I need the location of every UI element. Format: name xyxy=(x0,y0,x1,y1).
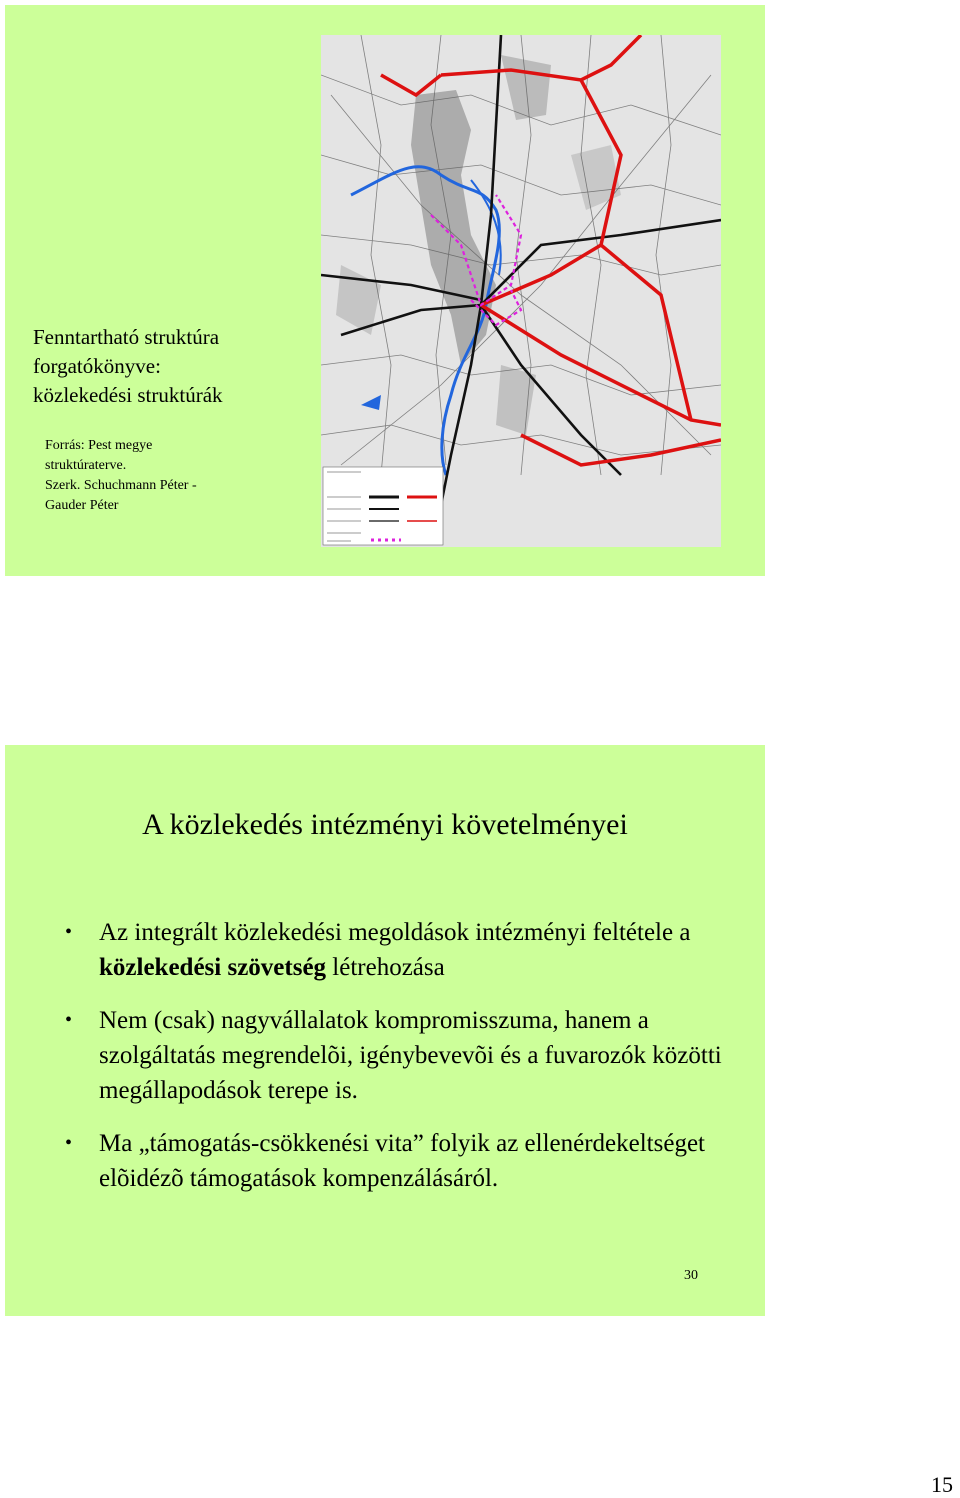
source-line: Forrás: Pest megye xyxy=(45,438,153,453)
bullet-text: létrehozása xyxy=(326,954,445,981)
road-network-map xyxy=(321,35,721,547)
bullet-icon: • xyxy=(65,1009,73,1031)
title-line: Fenntartható struktúra xyxy=(33,325,220,349)
source-line: Gauder Péter xyxy=(45,498,119,513)
slide-number: 30 xyxy=(684,1268,698,1283)
map-drawing xyxy=(321,35,721,547)
bullet-text: Ma „támogatás-csökkenési vita” folyik az ellenérdekeltséget elõidézõ támogatások kompenzálásáról. xyxy=(99,1130,705,1192)
source-line: struktúraterve. xyxy=(45,458,127,473)
bullet-text: Nem (csak) nagyvállalatok kompromisszuma, hanem a szolgáltatás megrendelõi, igénybevevõi és a fuvarozók közötti megállapodások terepe is. xyxy=(99,1007,722,1104)
bullet-item xyxy=(65,915,745,985)
bullet-list xyxy=(65,915,745,1214)
title-line: közlekedési struktúrák xyxy=(33,383,223,407)
slide-2 xyxy=(5,745,765,1316)
page-number: 15 xyxy=(931,1472,953,1497)
bullet-icon: • xyxy=(65,921,73,943)
bullet-item xyxy=(65,1003,745,1108)
slide-1-title xyxy=(33,323,313,410)
bullet-icon: • xyxy=(65,1132,73,1154)
slide-2-title: A közlekedés intézményi követelményei xyxy=(142,808,628,841)
source-note xyxy=(45,436,245,516)
source-line: Szerk. Schuchmann Péter - xyxy=(45,478,197,493)
slide-1 xyxy=(5,5,765,576)
title-line: forgatókönyve: xyxy=(33,354,161,378)
bullet-item xyxy=(65,1126,745,1196)
bullet-text: Az integrált közlekedési megoldások intézményi feltétele a xyxy=(99,919,691,946)
bullet-emphasis: közlekedési szövetség xyxy=(99,954,327,981)
